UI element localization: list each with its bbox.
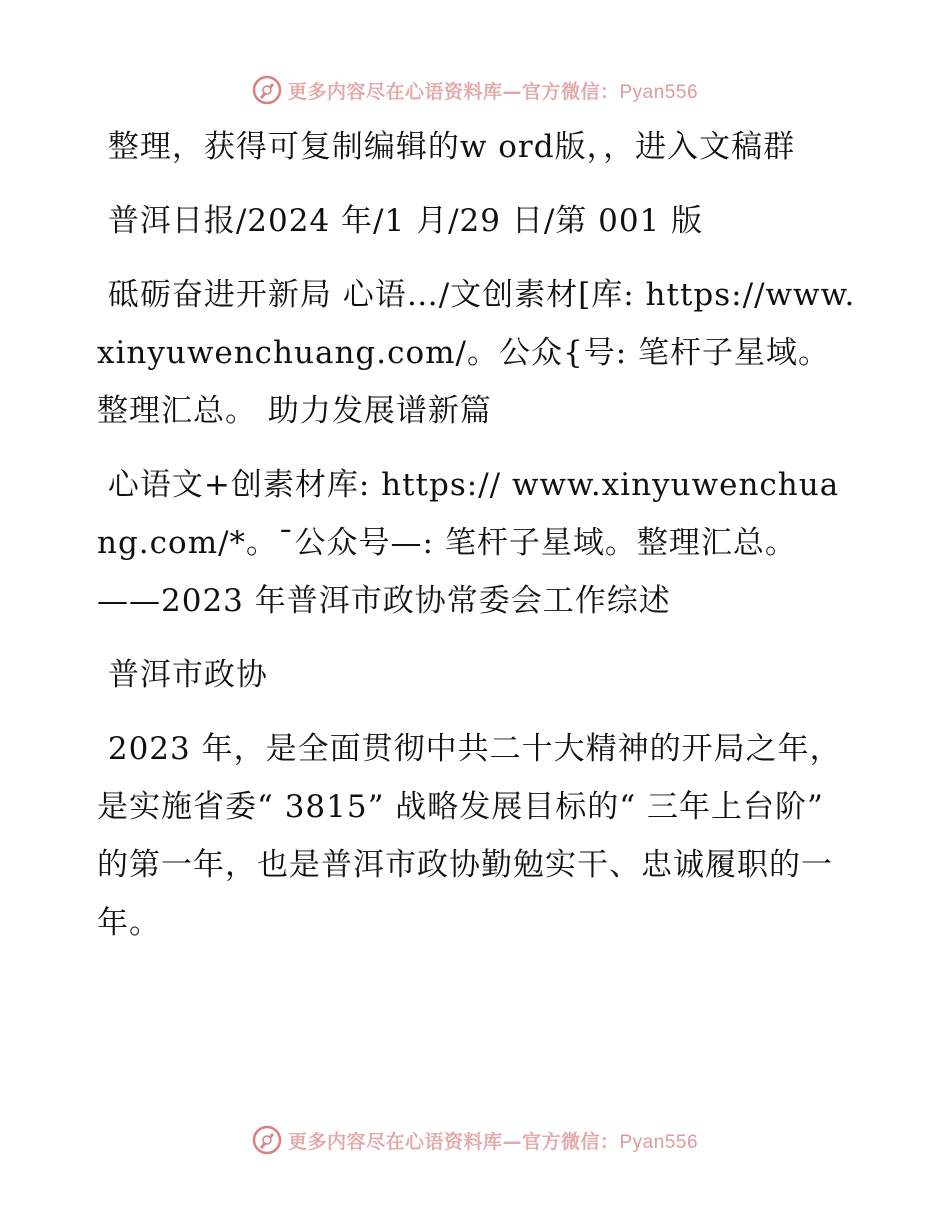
paragraph-subheadline: 心语文+创素材库: https:// www.xinyuwenchuang.com/*。¯公众号—: 笔杆子星域。整理汇总。——2023 年普洱市政协常委会工作综述 bbox=[97, 467, 840, 619]
quill-logo-icon bbox=[252, 1125, 282, 1155]
quill-logo-icon bbox=[252, 75, 282, 105]
paragraph-source: 普洱日报/2024 年/1 月/29 日/第 001 版 bbox=[97, 203, 704, 239]
watermark-text: 更多内容尽在心语资料库—官方微信：Pyan556 bbox=[287, 80, 699, 103]
document-body bbox=[97, 118, 857, 952]
watermark-text: 更多内容尽在心语资料库—官方微信：Pyan556 bbox=[287, 1130, 699, 1153]
paragraph-intro: 整理，获得可复制编辑的w ord版，，进入文稿群 bbox=[97, 129, 796, 165]
header-watermark bbox=[0, 70, 950, 110]
paragraph-author: 普洱市政协 bbox=[97, 657, 268, 693]
paragraph-headline: 砥砺奋进开新局 心语…/文创素材[库: https://www.xinyuwenchuang.com/。公众{号: 笔杆子星域。整理汇总。 助力发展谱新篇 bbox=[97, 277, 856, 429]
footer-watermark bbox=[0, 1120, 950, 1160]
paragraph-body: 2023 年，是全面贯彻中共二十大精神的开局之年，是实施省委“ 3815” 战略发展目标的“ 三年上台阶” 的第一年，也是普洱市政协勤勉实干、忠诚履职的一年。 bbox=[97, 731, 842, 941]
